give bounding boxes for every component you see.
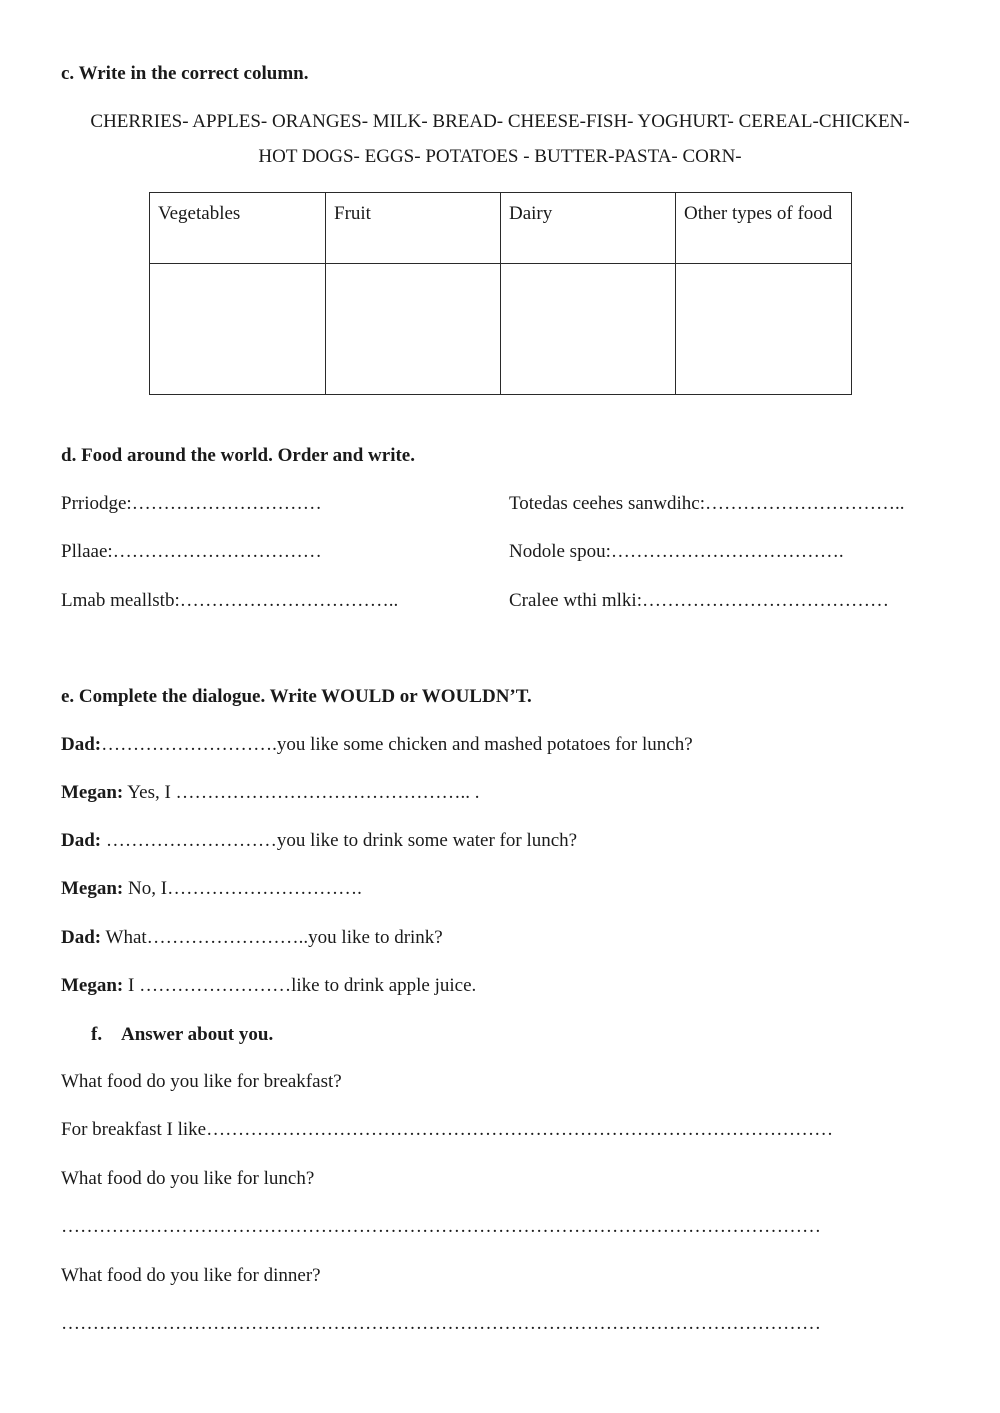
- scrambled-item-3[interactable]: Pllaae:……………………………: [61, 541, 322, 562]
- section-c-heading: c. Write in the correct column.: [61, 63, 309, 84]
- column-header-other-food: Other types of food: [676, 193, 852, 264]
- word-bank-line-2: HOT DOGS- EGGS- POTATOES - BUTTER-PASTA- CORN-: [258, 146, 742, 167]
- dialogue-text: I ……………………like to drink apple juice.: [123, 975, 477, 996]
- food-column-table: [149, 192, 852, 395]
- speaker-label: Dad:: [61, 927, 102, 948]
- answer-line-breakfast[interactable]: For breakfast I like………………………………………………………………………………………: [61, 1119, 834, 1140]
- dialogue-line[interactable]: [61, 831, 577, 850]
- speaker-label: Dad:: [61, 830, 102, 851]
- dialogue-text: ………………………you like to drink some water for lunch?: [101, 830, 578, 851]
- column-header-fruit: Fruit: [326, 193, 501, 264]
- answer-cell-dairy[interactable]: [501, 264, 676, 395]
- scrambled-item-5[interactable]: Lmab meallstb:……………………………..: [61, 590, 399, 611]
- dialogue-text: What……………………..you like to drink?: [101, 927, 443, 948]
- question-dinner: What food do you like for dinner?: [61, 1265, 321, 1286]
- scrambled-item-4[interactable]: Nodole spou:……………………………….: [509, 541, 844, 562]
- column-header-dairy: Dairy: [501, 193, 676, 264]
- speaker-label: Megan:: [61, 975, 124, 996]
- dialogue-text: No, I………………………….: [123, 878, 362, 899]
- answer-line-dinner[interactable]: …………………………………………………………………………………………………………: [61, 1313, 821, 1334]
- dialogue-line[interactable]: [61, 735, 693, 754]
- scrambled-item-1[interactable]: Prriodge:…………………………: [61, 493, 322, 514]
- dialogue-line[interactable]: [61, 783, 480, 802]
- speaker-label: Dad:: [61, 734, 102, 755]
- question-lunch: What food do you like for lunch?: [61, 1168, 315, 1189]
- answer-cell-vegetables[interactable]: [150, 264, 326, 395]
- table-header-row: [150, 193, 852, 264]
- section-d-heading: d. Food around the world. Order and write.: [61, 445, 415, 466]
- dialogue-line[interactable]: [61, 928, 443, 947]
- section-f-heading: Answer about you.: [121, 1024, 274, 1045]
- dialogue-line[interactable]: [61, 879, 362, 898]
- column-header-vegetables: Vegetables: [150, 193, 326, 264]
- answer-cell-other-food[interactable]: [676, 264, 852, 395]
- dialogue-line[interactable]: [61, 976, 476, 995]
- answer-line-lunch[interactable]: …………………………………………………………………………………………………………: [61, 1216, 821, 1237]
- section-f-label: f.: [91, 1024, 103, 1045]
- speaker-label: Megan:: [61, 878, 124, 899]
- dialogue-text: Yes, I ……………………………………….. .: [123, 782, 480, 803]
- table-answer-row: [150, 264, 852, 395]
- scrambled-item-6[interactable]: Cralee wthi mlki:…………………………………: [509, 590, 889, 611]
- word-bank-line-1: CHERRIES- APPLES- ORANGES- MILK- BREAD- CHEESE-FISH- YOGHURT- CEREAL-CHICKEN-: [90, 111, 910, 132]
- question-breakfast: What food do you like for breakfast?: [61, 1071, 342, 1092]
- speaker-label: Megan:: [61, 782, 124, 803]
- answer-cell-fruit[interactable]: [326, 264, 501, 395]
- section-e-heading: e. Complete the dialogue. Write WOULD or WOULDN’T.: [61, 686, 532, 707]
- scrambled-item-2[interactable]: Totedas ceehes sanwdihc:…………………………..: [509, 493, 905, 514]
- dialogue-text: ……………………….you like some chicken and mashed potatoes for lunch?: [101, 734, 693, 755]
